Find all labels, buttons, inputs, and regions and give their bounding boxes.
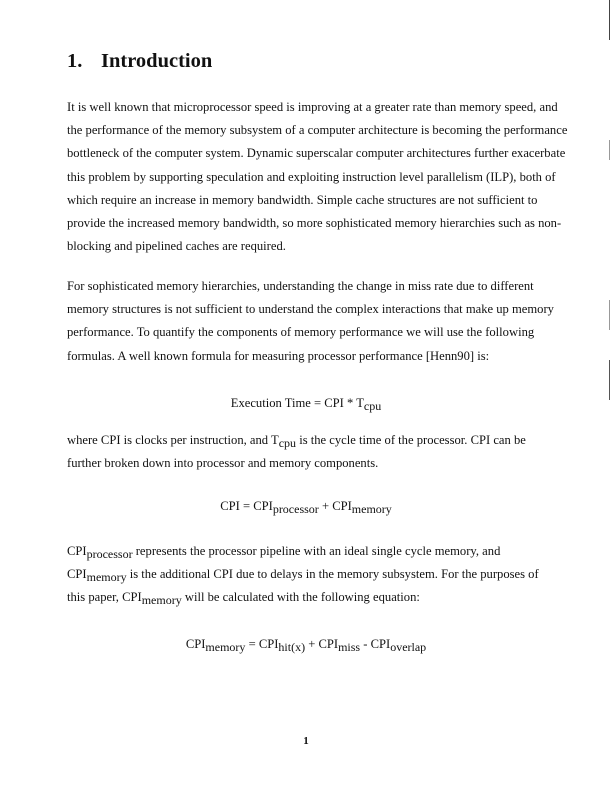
eq-subscript: miss bbox=[338, 640, 361, 654]
text-line bbox=[67, 590, 420, 607]
subscript: cpu bbox=[278, 436, 297, 450]
text: this paper, CPI bbox=[67, 590, 142, 604]
text-line: performance. To quantify the components of memory performance we will use the following bbox=[67, 325, 535, 339]
text: where CPI is clocks per instruction, and T bbox=[67, 433, 279, 447]
subscript: processor bbox=[86, 547, 133, 561]
text-line: formulas. A well known formula for measuring processor performance [Henn90] is: bbox=[67, 349, 490, 363]
text-line: provide the increased memory bandwidth, so more sophisticated memory hierarchies such as non- bbox=[67, 216, 562, 230]
eq-subscript: processor bbox=[272, 502, 319, 516]
equation-cpi-memory bbox=[0, 637, 612, 654]
eq-subscript: overlap bbox=[390, 640, 427, 654]
scan-edge-mark bbox=[609, 0, 610, 40]
section-title: Introduction bbox=[101, 50, 213, 72]
section-heading bbox=[67, 50, 212, 73]
page-number: 1 bbox=[303, 735, 309, 747]
text: is the cycle time of the processor. CPI can be bbox=[296, 433, 526, 447]
text-line: this problem by supporting speculation and exploiting instruction level parallelism (ILP), both of bbox=[67, 170, 556, 184]
eq-text: CPI = CPI bbox=[220, 499, 273, 513]
eq-text: CPI bbox=[185, 637, 206, 651]
scan-edge-mark bbox=[609, 360, 610, 400]
scan-edge-mark bbox=[609, 140, 610, 160]
equation-cpi bbox=[0, 499, 612, 516]
eq-text: = CPI bbox=[245, 637, 279, 651]
text: represents the processor pipeline with an ideal single cycle memory, and bbox=[132, 544, 501, 558]
text: CPI bbox=[67, 567, 87, 581]
eq-text: + CPI bbox=[305, 637, 339, 651]
subscript: memory bbox=[141, 593, 182, 607]
text-line: It is well known that microprocessor speed is improving at a greater rate than memory speed, and bbox=[67, 100, 558, 114]
text-line bbox=[67, 544, 501, 561]
eq-subscript: cpu bbox=[363, 399, 382, 413]
text: is the additional CPI due to delays in the memory subsystem. For the purposes of bbox=[126, 567, 539, 581]
text-line: which require an increase in memory bandwidth. Simple cache structures are not sufficient to bbox=[67, 193, 538, 207]
text-line: the performance of the memory subsystem of a computer architecture is becoming the performance bbox=[67, 123, 568, 137]
text-line: bottleneck of the computer system. Dynamic superscalar computer architectures further exacerbate bbox=[67, 146, 566, 160]
equation-execution-time bbox=[0, 396, 612, 413]
section-number: 1. bbox=[67, 50, 83, 72]
subscript: memory bbox=[86, 570, 127, 584]
text-line: memory structures is not sufficient to understand the complex interactions that make up memory bbox=[67, 302, 554, 316]
scan-edge-mark bbox=[609, 300, 610, 330]
eq-subscript: memory bbox=[205, 640, 246, 654]
eq-text: - CPI bbox=[360, 637, 391, 651]
text-line bbox=[67, 567, 539, 584]
eq-subscript: memory bbox=[351, 502, 392, 516]
text-line: further broken down into processor and memory components. bbox=[67, 456, 379, 470]
text: will be calculated with the following equation: bbox=[181, 590, 420, 604]
eq-text: Execution Time = CPI * T bbox=[230, 396, 364, 410]
eq-text: + CPI bbox=[318, 499, 352, 513]
text-line bbox=[67, 433, 526, 450]
text-line: blocking and pipelined caches are required. bbox=[67, 239, 286, 253]
eq-subscript: hit(x) bbox=[278, 640, 306, 654]
text: CPI bbox=[67, 544, 87, 558]
text-line: For sophisticated memory hierarchies, understanding the change in miss rate due to different bbox=[67, 279, 534, 293]
